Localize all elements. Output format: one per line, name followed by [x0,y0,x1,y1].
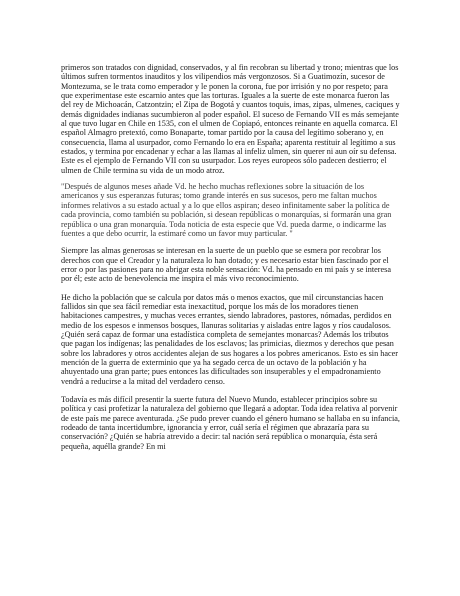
paragraph-quote: "Después de algunos meses añade Vd. he hecho muchas reflexiones sobre la situación de los americanos y sus esperanzas futuras; tomo grande interés en sus sucesos, pero me faltan muchos informes relativos a su estado actual y a lo que ellos aspiran; deseo infinitamente saber la política de cada provincia, como también su población, si desean repúblicas o monarquías, si formarán una gran república o una gran monarquía. Toda noticia de esta especie que Vd. pueda darme, o indicarme las fuentes a que debo ocurrir, la estimaré como un favor muy particular. " [61,182,392,238]
paragraph-4: He dicho la población que se calcula por datos más o menos exactos, que mil circunstancias hacen fallidos sin que sea fácil remediar esta inexactitud, porque los más de los moradores tienen habitaciones campestres, y muchas veces errantes, siendo labradores, pastores, nómadas, perdidos en medio de los espesos e inmensos bosques, llanuras solitarias y aisladas entre lagos y ríos caudalosos. ¿Quién será capaz de formar una estadística completa de semejantes monarcas? Además los tributos que pagan los indígenas; las penalidades de los esclavos; las primicias, diezmos y derechos que pesan sobre los labradores y otros accidentes alejan de sus hogares a los pobres americanos. Esto es sin hacer mención de la guerra de exterminio que ya ha segado cerca de un octavo de la población y ha ahuyentado una gran parte; pues entonces las dificultades son insuperables y el empadronamiento vendrá a reducirse a la mitad del verdadero censo. [61,292,398,386]
paragraph-3: Siempre las almas generosas se interesan en la suerte de un pueblo que se esmera por recobrar los derechos con que el Creador y la naturaleza lo han dotado; y es necesario estar bien fascinado por el error o por las pasiones para no abrigar esta noble sensación: Vd. ha pensado en mi país y se interesa por él; este acto de benevolencia me inspira el más vivo reconocimiento. [61,246,391,284]
paragraph-1: primeros son tratados con dignidad, conservados, y al fin recobran su libertad y trono; mientras que los últimos sufren tormentos inauditos y los vilipendios más vergonzosos. Si a Guatimozín, sucesor de Montezuma, se le trata como emperador y le ponen la corona, fue por irrisión y no por respeto; para que experimentase este escarnio antes que las torturas. Iguales a la suerte de este monarca fueron las del rey de Michoacán, Catzontzin; el Zipa de Bogotá y cuantos toquis, imas, zipas, ulmenes, caciques y demás dignidades indianas sucumbieron al poder español. El suceso de Fernando VII es más semejante al que tuvo lugar en Chile en 1535, con el ulmen de Copiapó, entonces reinante en aquella comarca. El español Almagro pretextó, como Bonaparte, tomar partido por la causa del legítimo soberano y, en consecuencia, llama al usurpador, como Fernando lo era en España; aparenta restituir al legítimo a sus estados, y termina por encadenar y echar a las llamas al infeliz ulmen, sin querer ni aun oír su defensa. Este es el ejemplo de Fernando VII con su usurpador. Los reyes europeos sólo padecen destierro; el ulmen de Chile termina su vida de un modo atroz. [61,63,400,175]
document-body [61,63,401,451]
paragraph-5: Todavía es más difícil presentir la suerte futura del Nuevo Mundo, establecer principios sobre su política y casi profetizar la naturaleza del gobierno que llegará a adoptar. Toda idea relativa al porvenir de este país me parece aventurada. ¿Se pudo prever cuando el género humano se hallaba en su infancia, rodeado de tanta incertidumbre, ignorancia y error, cuál sería el régimen que abrazaría para su conservación? ¿Quién se habría atrevido a decir: tal nación será república o monarquía, ésta será pequeña, aquélla grande? En mi [61,395,400,451]
